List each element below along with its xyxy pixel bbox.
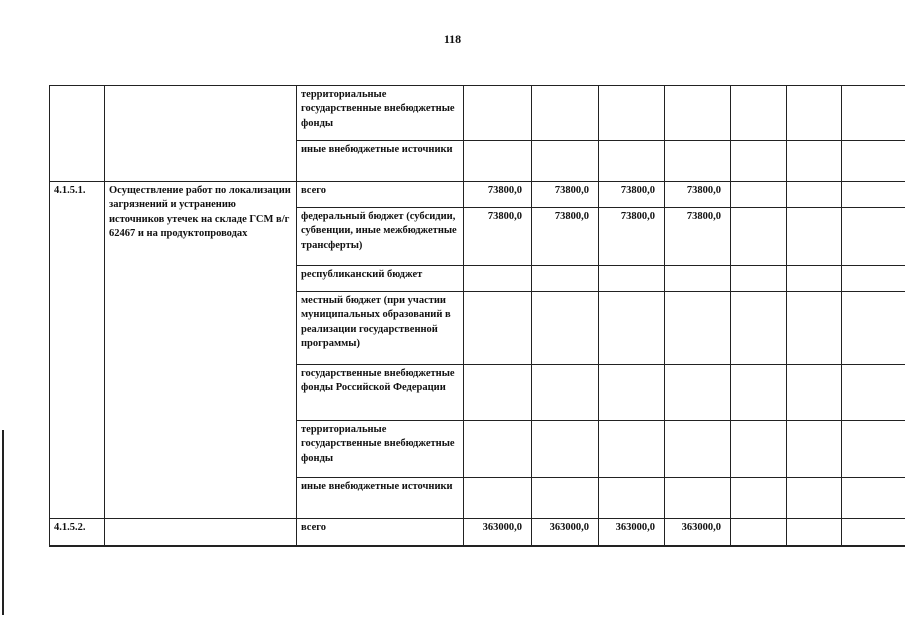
source-cell: республиканский бюджет (297, 266, 464, 292)
table-row (50, 86, 905, 141)
value-cell (532, 478, 599, 519)
value-cell: 73800,0 (532, 182, 599, 208)
empty-cell (842, 519, 905, 546)
empty-cell (842, 141, 905, 182)
value-cell (599, 266, 665, 292)
value-cell (599, 365, 665, 421)
value-cell (464, 141, 532, 182)
empty-cell (787, 141, 842, 182)
empty-cell (842, 421, 905, 478)
empty-cell (842, 365, 905, 421)
empty-cell (731, 519, 787, 546)
value-cell: 73800,0 (665, 182, 731, 208)
source-cell: иные внебюджетные источники (297, 478, 464, 519)
value-cell: 363000,0 (532, 519, 599, 546)
name-cell (105, 519, 297, 546)
name-cell: Осуществление работ по локализации загрязнений и устранению источников утечек на складе ГСМ в/г 62467 и на продуктопроводах (105, 182, 297, 519)
value-cell: 73800,0 (665, 208, 731, 266)
value-cell (464, 478, 532, 519)
budget-table (49, 85, 905, 547)
value-cell (665, 86, 731, 141)
value-cell (665, 365, 731, 421)
value-cell (532, 421, 599, 478)
source-cell: всего (297, 182, 464, 208)
empty-cell (787, 208, 842, 266)
table-row (50, 519, 905, 546)
source-cell: территориальные государственные внебюджетные фонды (297, 86, 464, 141)
empty-cell (787, 519, 842, 546)
value-cell (532, 292, 599, 365)
empty-cell (731, 208, 787, 266)
empty-cell (787, 421, 842, 478)
empty-cell (842, 182, 905, 208)
value-cell (665, 141, 731, 182)
empty-cell (842, 478, 905, 519)
source-cell: всего (297, 519, 464, 546)
empty-cell (842, 292, 905, 365)
empty-cell (842, 208, 905, 266)
source-cell: государственные внебюджетные фонды Российской Федерации (297, 365, 464, 421)
value-cell: 363000,0 (599, 519, 665, 546)
value-cell: 73800,0 (464, 208, 532, 266)
value-cell (665, 292, 731, 365)
value-cell (464, 365, 532, 421)
empty-cell (731, 141, 787, 182)
empty-cell (787, 292, 842, 365)
empty-cell (731, 421, 787, 478)
name-cell (105, 86, 297, 182)
margin-line (2, 430, 4, 615)
value-cell (599, 421, 665, 478)
source-cell: иные внебюджетные источники (297, 141, 464, 182)
value-cell: 73800,0 (532, 208, 599, 266)
value-cell (599, 86, 665, 141)
empty-cell (731, 365, 787, 421)
value-cell (532, 86, 599, 141)
value-cell (532, 365, 599, 421)
value-cell (532, 266, 599, 292)
source-cell: федеральный бюджет (субсидии, субвенции, иные межбюджетные трансферты) (297, 208, 464, 266)
empty-cell (787, 365, 842, 421)
value-cell (464, 292, 532, 365)
empty-cell (787, 266, 842, 292)
value-cell (464, 421, 532, 478)
value-cell (599, 141, 665, 182)
code-cell: 4.1.5.2. (50, 519, 105, 546)
value-cell (665, 421, 731, 478)
code-cell: 4.1.5.1. (50, 182, 105, 519)
empty-cell (731, 182, 787, 208)
empty-cell (731, 292, 787, 365)
value-cell (665, 478, 731, 519)
page-number: 118 (443, 32, 462, 46)
empty-cell (787, 182, 842, 208)
value-cell (464, 266, 532, 292)
value-cell (599, 292, 665, 365)
value-cell (665, 266, 731, 292)
empty-cell (787, 478, 842, 519)
source-cell: местный бюджет (при участии муниципальных образований в реализации государственной программы) (297, 292, 464, 365)
value-cell: 363000,0 (665, 519, 731, 546)
value-cell (464, 86, 532, 141)
value-cell: 363000,0 (464, 519, 532, 546)
value-cell: 73800,0 (599, 182, 665, 208)
table-row (50, 182, 905, 208)
empty-cell (842, 266, 905, 292)
value-cell (599, 478, 665, 519)
empty-cell (787, 86, 842, 141)
value-cell (532, 141, 599, 182)
value-cell: 73800,0 (599, 208, 665, 266)
empty-cell (731, 478, 787, 519)
value-cell: 73800,0 (464, 182, 532, 208)
empty-cell (731, 86, 787, 141)
empty-cell (842, 86, 905, 141)
code-cell (50, 86, 105, 182)
source-cell: территориальные государственные внебюджетные фонды (297, 421, 464, 478)
empty-cell (731, 266, 787, 292)
